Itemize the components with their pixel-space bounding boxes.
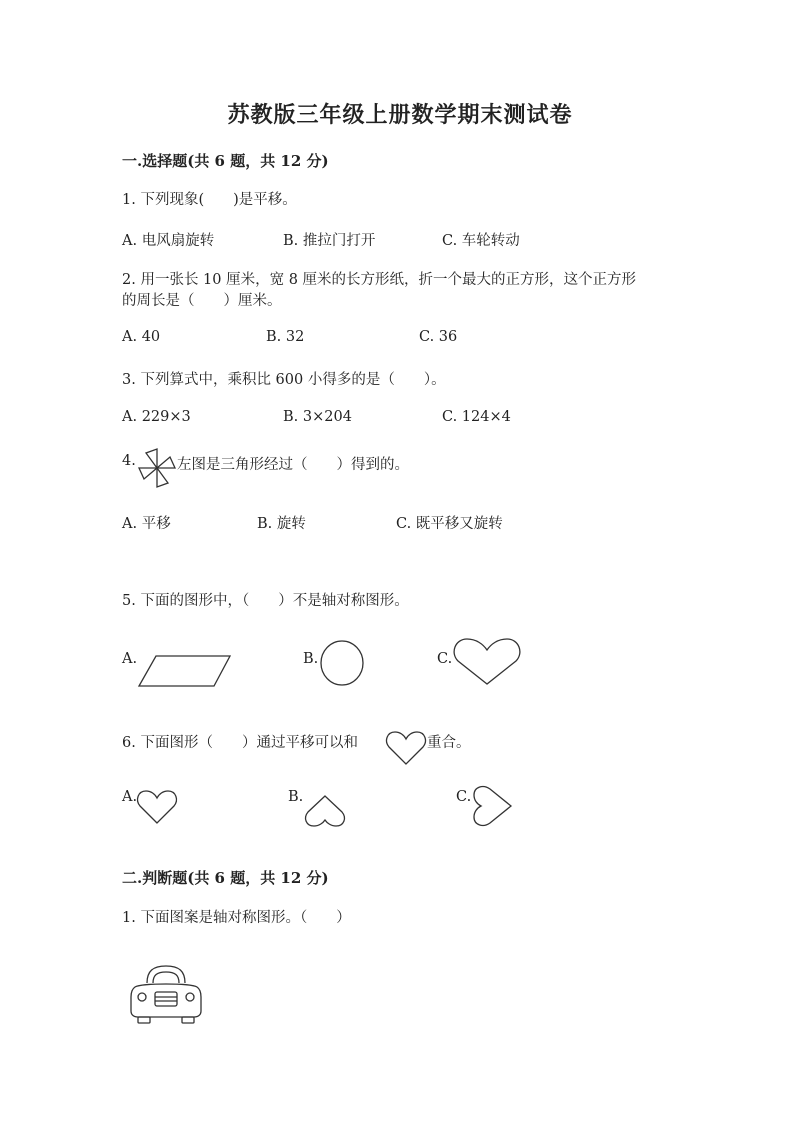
- question-2-text-line2: 的周长是（ ）厘米。: [122, 293, 282, 309]
- question-6-text-after: 重合。: [427, 735, 471, 751]
- question-5-text: 5. 下面的图形中，（ ）不是轴对称图形。: [122, 593, 409, 609]
- page-title: 苏教版三年级上册数学期末测试卷: [227, 102, 573, 128]
- heart-inverted-icon: [305, 795, 345, 827]
- q3-option-c[interactable]: C. 124×4: [442, 409, 511, 425]
- q3-option-a[interactable]: A. 229×3: [122, 409, 191, 425]
- q5-option-b[interactable]: B.: [303, 651, 319, 667]
- q1-option-b[interactable]: B. 推拉门打开: [283, 233, 376, 249]
- q4-option-b[interactable]: B. 旋转: [257, 516, 306, 532]
- heart-rotated-icon: [473, 785, 513, 827]
- question-1-text: 1. 下列现象( )是平移。: [122, 192, 297, 208]
- q2-option-c[interactable]: C. 36: [419, 329, 458, 345]
- q2-option-b[interactable]: B. 32: [266, 329, 305, 345]
- q6-option-a[interactable]: A.: [122, 789, 138, 805]
- pinwheel-triangles-icon: [137, 447, 177, 489]
- heart-icon: [453, 638, 521, 686]
- question-4-number: 4.: [122, 453, 136, 469]
- q3-option-b[interactable]: B. 3×204: [283, 409, 352, 425]
- q2-option-a[interactable]: A. 40: [122, 329, 161, 345]
- heart-icon: [137, 790, 177, 824]
- car-front-icon: [129, 963, 203, 1025]
- parallelogram-icon: [138, 655, 232, 687]
- question-6-text: 6. 下面图形（ ）通过平移可以和: [122, 735, 358, 751]
- q6-option-c[interactable]: C.: [456, 789, 472, 805]
- circle-icon: [320, 640, 364, 686]
- q5-option-c[interactable]: C.: [437, 651, 453, 667]
- question-4-text: 左图是三角形经过（ ）得到的。: [177, 457, 409, 473]
- heart-icon: [386, 731, 426, 765]
- q1-option-c[interactable]: C. 车轮转动: [442, 233, 520, 249]
- section-header-judgment: 二.判断题(共 6 题，共 12 分): [122, 869, 329, 887]
- question-3-text: 3. 下列算式中，乘积比 600 小得多的是（ ）。: [122, 372, 446, 388]
- question-2-text-line1: 2. 用一张长 10 厘米，宽 8 厘米的长方形纸，折一个最大的正方形，这个正方形: [122, 272, 637, 288]
- q5-option-a[interactable]: A.: [122, 651, 138, 667]
- q6-option-b[interactable]: B.: [288, 789, 304, 805]
- section-header-choice: 一.选择题(共 6 题，共 12 分): [122, 152, 329, 170]
- q4-option-a[interactable]: A. 平移: [122, 516, 171, 532]
- section2-question-1-text: 1. 下面图案是轴对称图形。（ ）: [122, 910, 351, 926]
- q4-option-c[interactable]: C. 既平移又旋转: [396, 516, 503, 532]
- q1-option-a[interactable]: A. 电风扇旋转: [122, 233, 215, 249]
